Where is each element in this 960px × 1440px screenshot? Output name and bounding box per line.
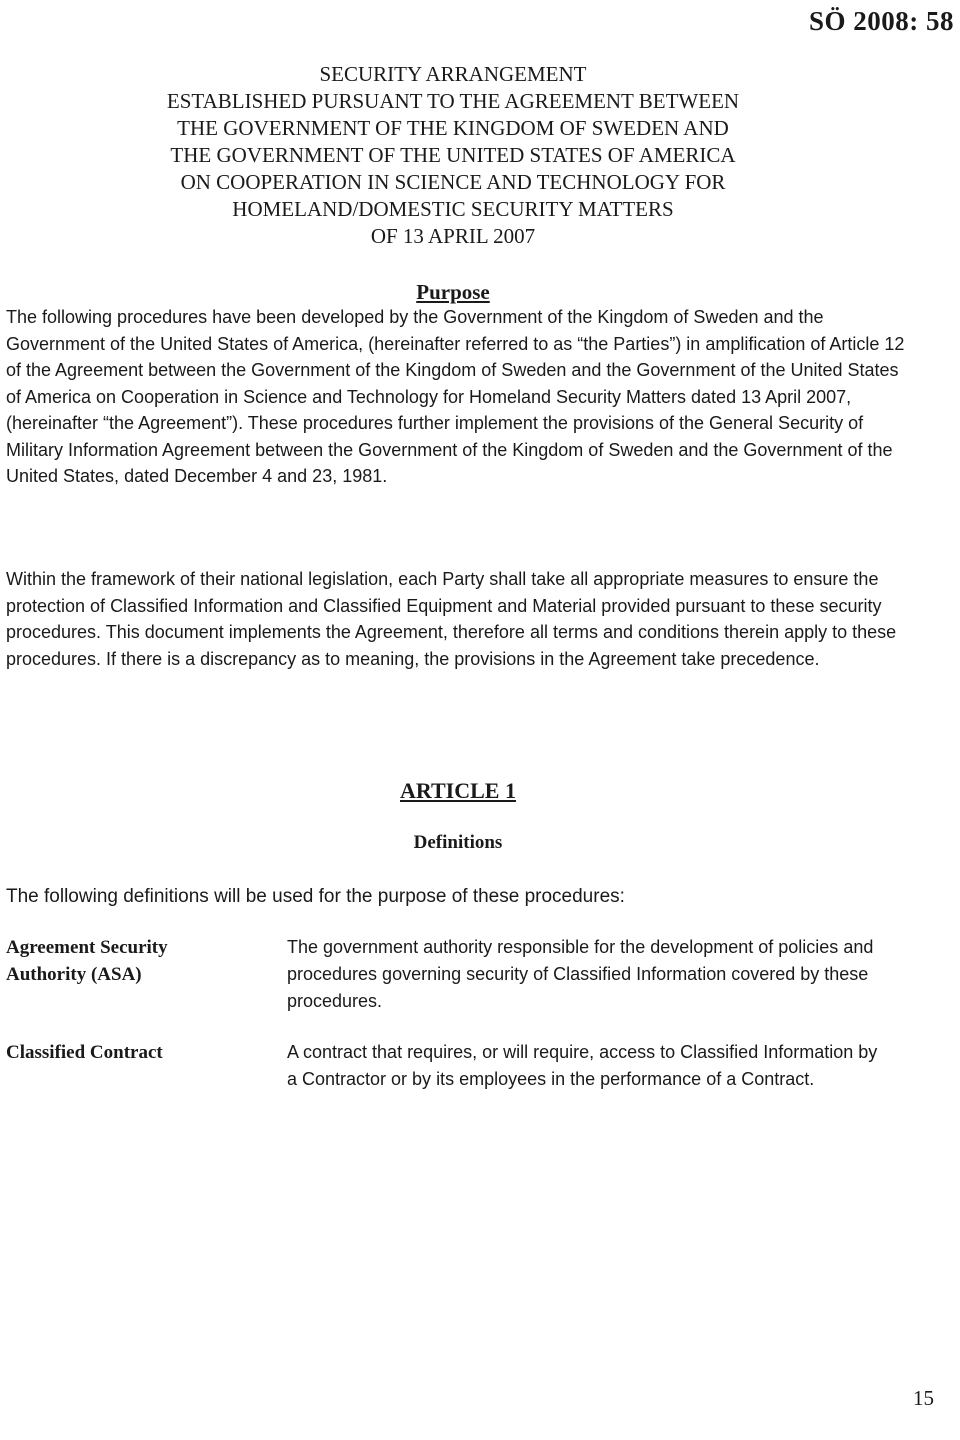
title-line: ESTABLISHED PURSUANT TO THE AGREEMENT BETWEEN [166, 89, 740, 113]
document-title [0, 61, 906, 250]
purpose-paragraph-2: Within the framework of their national legislation, each Party shall take all appropriate measures to ensure the protection of Classified Information and Classified Equipment and Material provided pursuant to these security procedures. This document implements the Agreement, therefore all terms and conditions therein apply to these procedures. If there is a discrepancy as to meaning, the provisions in the Agreement take precedence. [6, 569, 897, 669]
definition-term: Classified Contract [6, 1042, 163, 1063]
article-heading: ARTICLE 1 [400, 778, 516, 803]
page-number: 15 [913, 1386, 934, 1410]
title-line: ON COOPERATION IN SCIENCE AND TECHNOLOGY FOR [180, 170, 726, 194]
definition-text: The government authority responsible for the development of policies and procedures governing security of Classified Information covered by these procedures. [287, 937, 874, 1011]
title-line: HOMELAND/DOMESTIC SECURITY MATTERS [232, 197, 674, 221]
purpose-paragraph-1: The following procedures have been developed by the Government of the Kingdom of Sweden and the Government of the United States of America, (hereinafter referred to as “the Parties”) in amplification of Article 12 of the Agreement between the Government of the Kingdom of Sweden and the Government of the United States of America on Cooperation in Science and Technology for Homeland Security Matters dated 13 April 2007, (hereinafter “the Agreement”). These procedures further implement the provisions of the General Security of Military Information Agreement between the Government of the Kingdom of Sweden and the Government of the United States, dated December 4 and 23, 1981. [6, 307, 905, 486]
definitions-intro: The following definitions will be used for the purpose of these procedures: [6, 886, 625, 907]
purpose-heading: Purpose [416, 280, 490, 304]
definition-text: A contract that requires, or will require, access to Classified Information by a Contractor or by its employees in the performance of a Contract. [287, 1042, 878, 1089]
definition-term: Agreement Security Authority (ASA) [6, 937, 168, 985]
document-reference: SÖ 2008: 58 [808, 6, 954, 36]
title-line: OF 13 APRIL 2007 [370, 224, 536, 248]
title-line: THE GOVERNMENT OF THE UNITED STATES OF AMERICA [170, 143, 736, 167]
definitions-heading: Definitions [413, 832, 503, 853]
title-line: SECURITY ARRANGEMENT [319, 62, 587, 86]
title-line: THE GOVERNMENT OF THE KINGDOM OF SWEDEN AND [177, 116, 729, 140]
